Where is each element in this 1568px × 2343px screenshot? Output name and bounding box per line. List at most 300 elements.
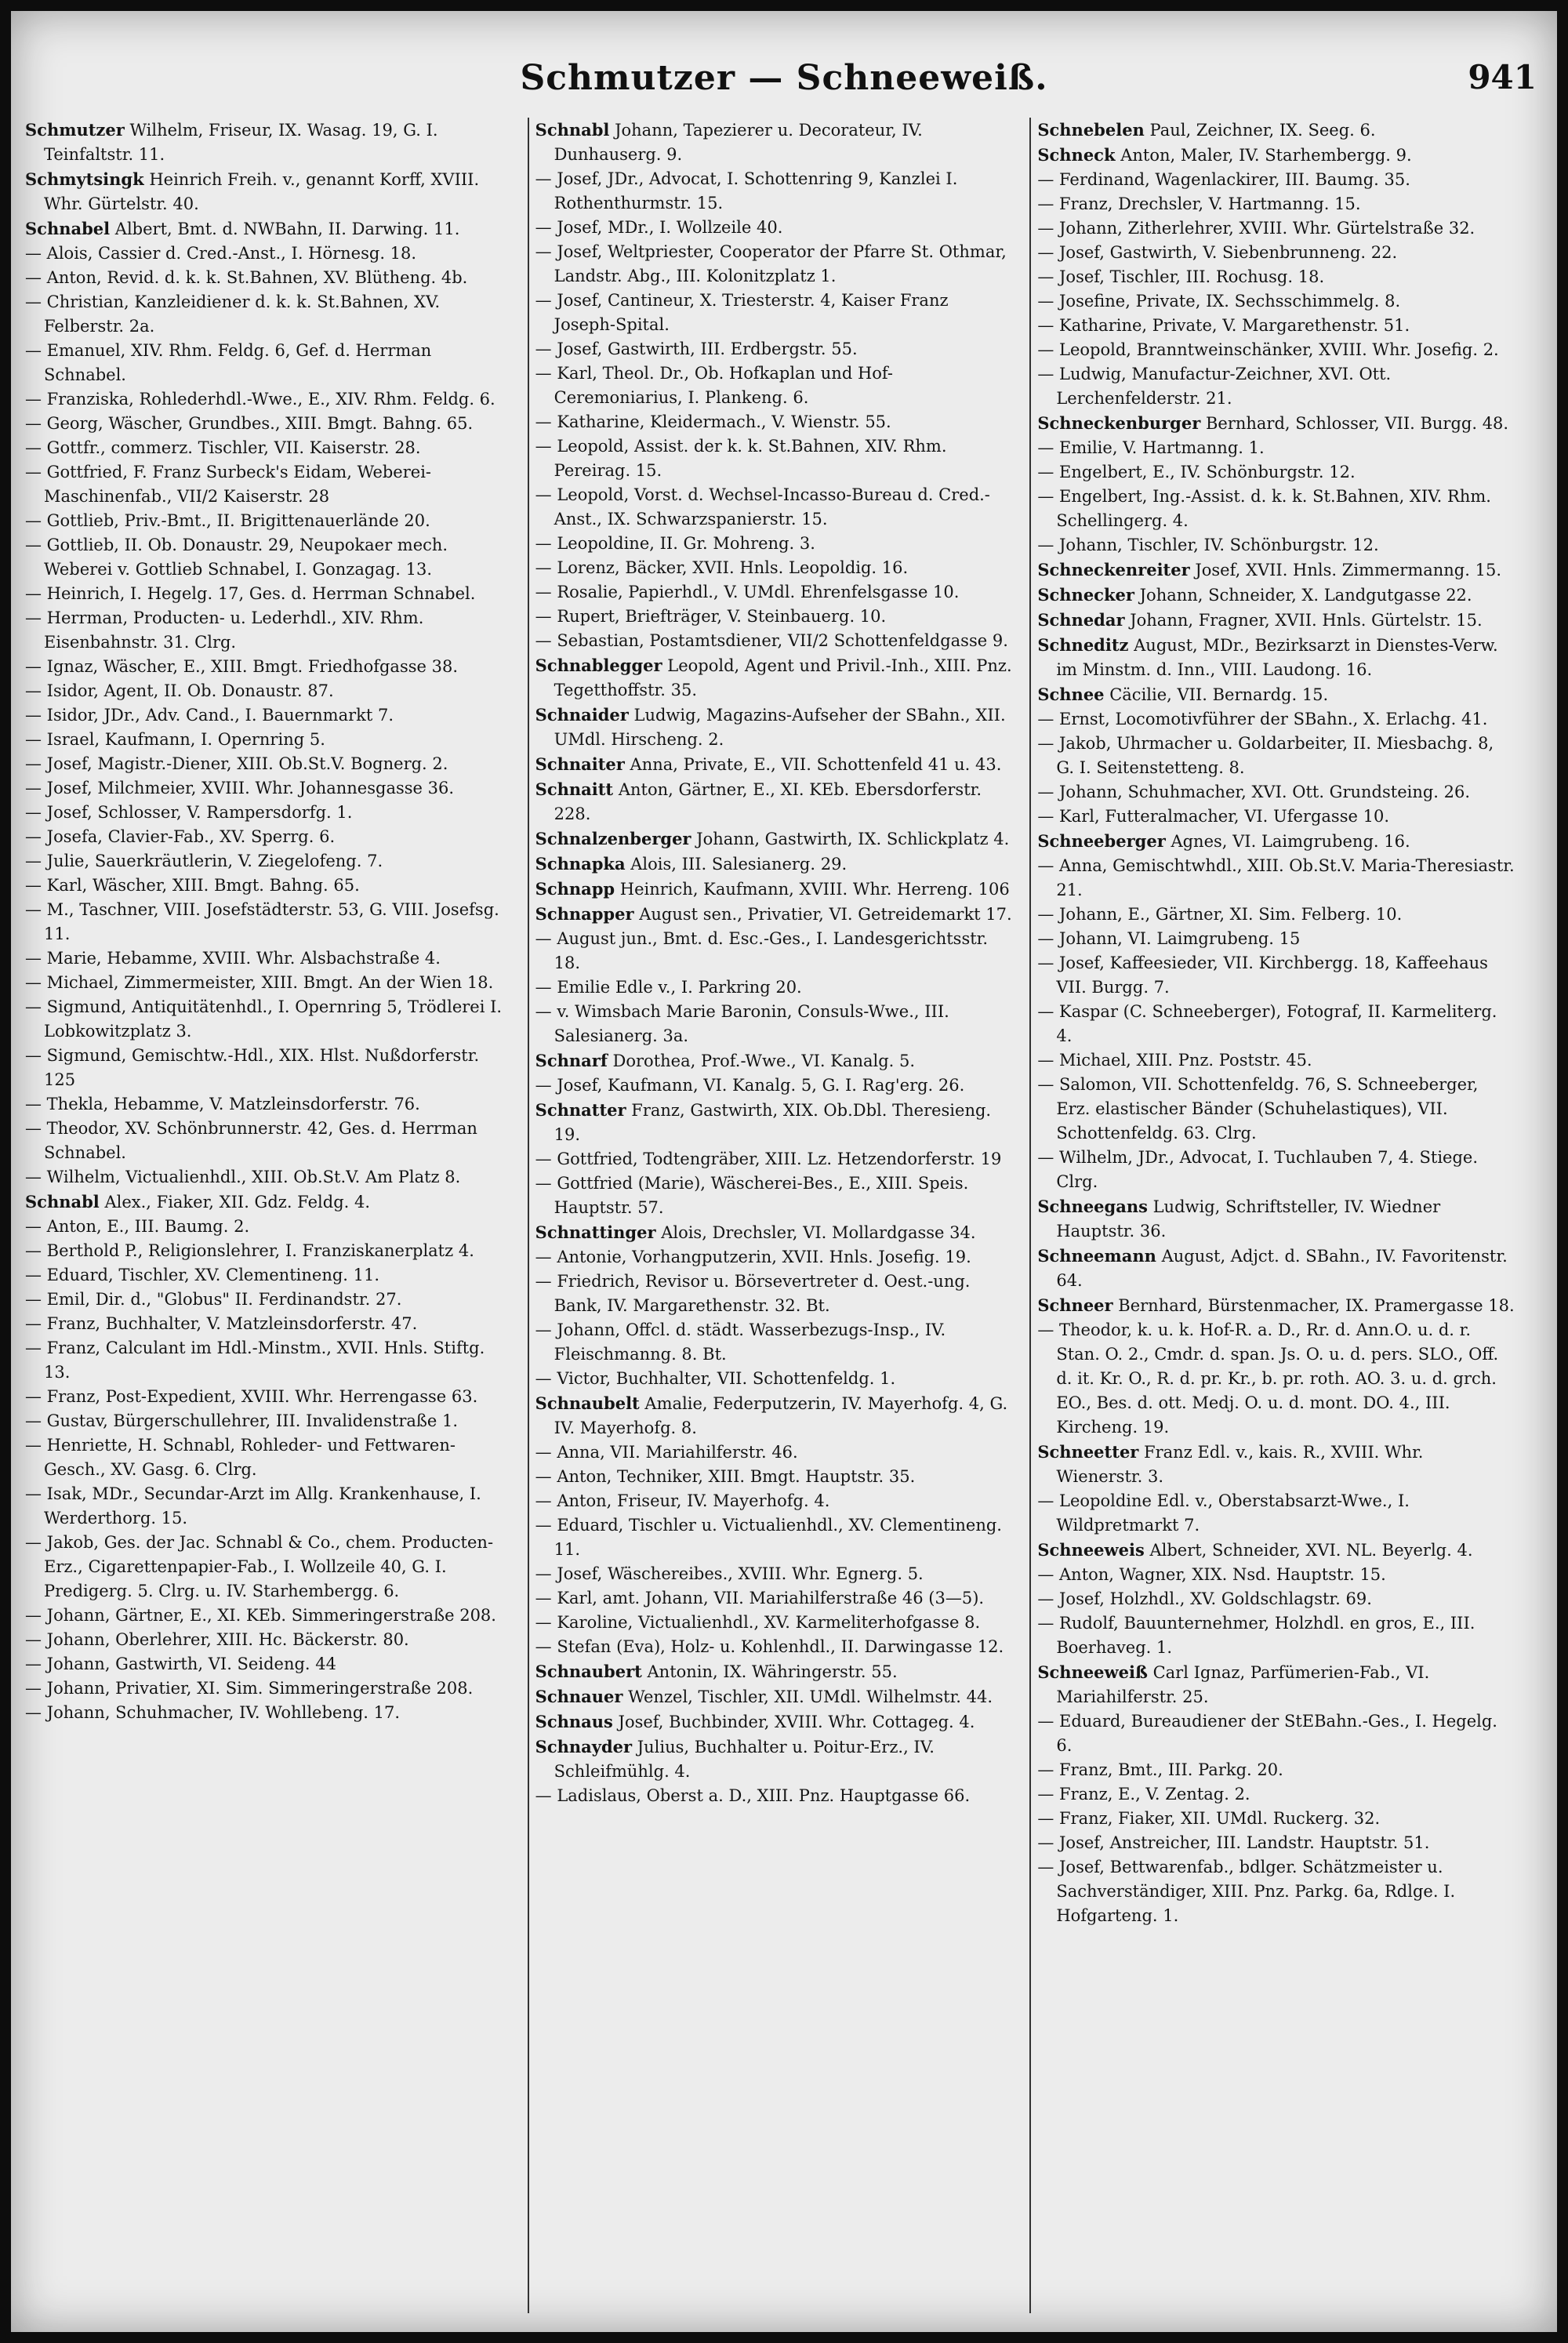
- directory-entry: [1037, 1146, 1515, 1194]
- entry-text: — Johann, Gärtner, E., XI. KEb. Simmeringerstraße 208.: [25, 1606, 496, 1625]
- directory-entry: [25, 1701, 510, 1725]
- entry-text: — Anna, Gemischtwhdl., XIII. Ob.St.V. Maria-Theresiastr. 21.: [1037, 856, 1515, 899]
- entry-text: — Leopoldine, II. Gr. Mohreng. 3.: [535, 534, 815, 553]
- directory-page: [11, 11, 1557, 2332]
- entry-text: — August jun., Bmt. d. Esc.-Ges., I. Landesgerichtsstr. 18.: [535, 929, 989, 972]
- entry-text: — Jakob, Ges. der Jac. Schnabl & Co., chem. Producten-Erz., Cigarettenpapier-Fab., I. Wollzeile 40, G. I. Predigerg. 5. Clrg. u. IV. Starhembergg. 6.: [25, 1533, 494, 1600]
- entry-text: Anton, Gärtner, E., XI. KEb. Ebersdorferstr. 228.: [554, 780, 982, 823]
- directory-entry: [25, 460, 510, 509]
- directory-entry: [535, 975, 1013, 1000]
- directory-entry: [535, 361, 1013, 410]
- entry-text: — Ludwig, Manufactur-Zeichner, XVI. Ott. Lerchenfelderstr. 21.: [1037, 365, 1392, 408]
- directory-entry: [25, 290, 510, 339]
- entry-text: — Eduard, Bureaudiener der StEBahn.-Ges., I. Hegelg. 6.: [1037, 1712, 1497, 1755]
- directory-entry: [25, 167, 510, 216]
- directory-entry: [25, 1385, 510, 1409]
- directory-entry: [1037, 1563, 1515, 1587]
- entry-text: — Julie, Sauerkräutlerin, V. Ziegelofeng. 7.: [25, 852, 383, 870]
- entry-text: — Anton, Friseur, IV. Mayerhofg. 4.: [535, 1491, 830, 1510]
- entry-text: — Johann, Offcl. d. städt. Wasserbezugs-Insp., IV. Fleischmanng. 8. Bt.: [535, 1320, 946, 1364]
- entry-surname: Schneeweis: [1037, 1540, 1145, 1560]
- entry-text: Carl Ignaz, Parfümerien-Fab., VI. Mariahilferstr. 25.: [1056, 1663, 1430, 1706]
- entry-surname: Schnattinger: [535, 1222, 656, 1242]
- directory-entry: [1037, 1000, 1515, 1048]
- entry-surname: Schnee: [1037, 685, 1105, 704]
- entry-text: — Alois, Cassier d. Cred.-Anst., I. Hörnesg. 18.: [25, 244, 417, 263]
- directory-entry: [535, 1635, 1013, 1659]
- entry-text: Albert, Bmt. d. NWBahn, II. Darwing. 11.: [110, 220, 460, 238]
- entry-text: — Sebastian, Postamtsdiener, VII/2 Schottenfeldgasse 9.: [535, 631, 1008, 650]
- directory-entry: [535, 1586, 1013, 1611]
- directory-entry: [1037, 1293, 1515, 1318]
- entry-text: — Johann, VI. Laimgrubeng. 15: [1037, 929, 1301, 948]
- directory-entry: [535, 216, 1013, 240]
- directory-entry: [1037, 903, 1515, 927]
- entry-text: — Israel, Kaufmann, I. Opernring 5.: [25, 730, 325, 749]
- directory-entry: [25, 655, 510, 679]
- entry-text: — Josef, Gastwirth, V. Siebenbrunneng. 22.: [1037, 243, 1398, 262]
- directory-entry: [535, 1465, 1013, 1489]
- directory-entry: [535, 605, 1013, 629]
- directory-entry: [1037, 1782, 1515, 1807]
- directory-entry: [25, 118, 510, 167]
- directory-entry: [535, 1367, 1013, 1391]
- directory-entry: [535, 653, 1013, 703]
- entry-surname: Schnabl: [535, 120, 610, 140]
- entry-text: — Wilhelm, Victualienhdl., XIII. Ob.St.V. Am Platz 8.: [25, 1168, 461, 1186]
- entry-surname: Schneditz: [1037, 635, 1129, 655]
- directory-entry: [1037, 854, 1515, 903]
- directory-entry: [25, 412, 510, 436]
- directory-entry: [535, 337, 1013, 361]
- entry-text: — Engelbert, E., IV. Schönburgstr. 12.: [1037, 463, 1356, 481]
- entry-text: — Anna, VII. Mariahilferstr. 46.: [535, 1443, 798, 1462]
- entry-text: — Georg, Wäscher, Grundbes., XIII. Bmgt. Bahng. 65.: [25, 414, 474, 433]
- entry-surname: Schneemann: [1037, 1246, 1156, 1266]
- directory-entry: [535, 777, 1013, 826]
- directory-entry: [1037, 1587, 1515, 1611]
- entry-text: — Karl, amt. Johann, VII. Mariahilferstraße 46 (3—5).: [535, 1589, 985, 1607]
- entry-text: — Heinrich, I. Hegelg. 17, Ges. d. Herrman Schnabel.: [25, 584, 476, 603]
- entry-text: — Theodor, k. u. k. Hof-R. a. D., Rr. d. Ann.O. u. d. r. Stan. O. 2., Cmdr. d. span. Js. O. u. d. pers. SLO., Off. d. it. Kr. O., R. d. pr. Kr., b. pr. roth. AO. 3. u. d. grch. EO., Bes. d. ott. Medj. O. u. d. mont. DO. 4., III. Kircheng. 19.: [1037, 1320, 1499, 1437]
- entry-text: Cäcilie, VII. Bernardg. 15.: [1104, 685, 1329, 704]
- directory-entry: [1037, 533, 1515, 558]
- entry-text: — Engelbert, Ing.-Assist. d. k. k. St.Bahnen, XIV. Rhm. Schellingerg. 4.: [1037, 487, 1491, 530]
- entry-text: — Gottlieb, II. Ob. Donaustr. 29, Neupokaer mech. Weberei v. Gottlieb Schnabel, I. Gonzagag. 13.: [25, 536, 448, 579]
- entry-text: — Johann, Zitherlehrer, XVIII. Whr. Gürtelstraße 32.: [1037, 219, 1475, 238]
- directory-entry: [25, 266, 510, 290]
- directory-entry: [1037, 485, 1515, 533]
- directory-entry: [25, 849, 510, 874]
- entry-text: — Franz, E., V. Zentag. 2.: [1037, 1785, 1250, 1804]
- entry-text: — Stefan (Eva), Holz- u. Kohlenhdl., II. Darwingasse 12.: [535, 1637, 1004, 1656]
- entry-text: Dorothea, Prof.-Wwe., VI. Kanalg. 5.: [607, 1052, 916, 1070]
- directory-entry: [535, 902, 1013, 927]
- entry-text: — Sigmund, Gemischtw.-Hdl., XIX. Hlst. Nußdorferstr. 125: [25, 1046, 480, 1089]
- entry-text: — M., Taschner, VIII. Josefstädterstr. 53, G. VIII. Josefsg. 11.: [25, 900, 499, 943]
- directory-entry: [25, 1312, 510, 1336]
- entry-text: Anton, Maler, IV. Starhembergg. 9.: [1115, 146, 1412, 165]
- entry-text: Paul, Zeichner, IX. Seeg. 6.: [1144, 121, 1376, 140]
- directory-entry: [1037, 216, 1515, 241]
- entry-text: Johann, Gastwirth, IX. Schlickplatz 4.: [691, 830, 1010, 848]
- directory-entry: [25, 1652, 510, 1676]
- entry-text: — Ladislaus, Oberst a. D., XIII. Pnz. Hauptgasse 66.: [535, 1786, 971, 1805]
- entry-text: — Katharine, Private, V. Margarethenstr. 51.: [1037, 316, 1410, 335]
- directory-entry: [535, 1000, 1013, 1048]
- entry-text: — Jakob, Uhrmacher u. Goldarbeiter, II. Miesbachg. 8, G. I. Seitenstetteng. 8.: [1037, 734, 1494, 777]
- entry-text: Anna, Private, E., VII. Schottenfeld 41 u. 43.: [624, 755, 1002, 774]
- directory-entry: [1037, 192, 1515, 216]
- entry-text: — Johann, Schuhmacher, IV. Wohllebeng. 17.: [25, 1703, 401, 1722]
- entry-text: — Anton, Revid. d. k. k. St.Bahnen, XV. Blütheng. 4b.: [25, 268, 468, 287]
- directory-entry: [535, 1489, 1013, 1513]
- entry-text: — Rosalie, Papierhdl., V. UMdl. Ehrenfelsgasse 10.: [535, 583, 960, 601]
- entry-text: — Gottlieb, Priv.-Bmt., II. Brigittenauerlände 20.: [25, 511, 430, 530]
- directory-entry: [25, 1482, 510, 1531]
- entry-text: — Theodor, XV. Schönbrunnerstr. 42, Ges. d. Herrman Schnabel.: [25, 1119, 477, 1162]
- entry-text: — Henriette, H. Schnabl, Rohleder- und Fettwaren-Gesch., XV. Gasg. 6. Clrg.: [25, 1436, 456, 1479]
- entry-text: Franz Edl. v., kais. R., XVIII. Whr. Wienerstr. 3.: [1056, 1443, 1424, 1486]
- entry-text: — Isak, MDr., Secundar-Arzt im Allg. Krankenhause, I. Werderthorg. 15.: [25, 1484, 481, 1527]
- directory-entry: [535, 1220, 1013, 1245]
- entry-text: Alois, III. Salesianerg. 29.: [625, 855, 848, 874]
- directory-entry: [25, 436, 510, 460]
- entry-text: Alex., Fiaker, XII. Gdz. Feldg. 4.: [99, 1193, 371, 1211]
- directory-entry: [535, 434, 1013, 483]
- page-number: 941: [1468, 58, 1537, 96]
- entry-text: — Franz, Fiaker, XII. UMdl. Ruckerg. 32.: [1037, 1809, 1381, 1828]
- entry-text: — Johann, Schuhmacher, XVI. Ott. Grundsteing. 26.: [1037, 783, 1471, 801]
- directory-entry: [535, 556, 1013, 580]
- entry-text: — Victor, Buchhalter, VII. Schottenfeldg. 1.: [535, 1369, 896, 1388]
- entry-surname: Schneckenburger: [1037, 413, 1201, 433]
- entry-text: — Karl, Wäscher, XIII. Bmgt. Bahng. 65.: [25, 876, 360, 895]
- entry-surname: Schmutzer: [25, 120, 125, 140]
- entry-surname: Schnaus: [535, 1712, 613, 1731]
- directory-entry: [25, 679, 510, 703]
- directory-entry: [25, 825, 510, 849]
- entry-text: Johann, Schneider, X. Landgutgasse 22.: [1134, 586, 1472, 605]
- directory-entry: [1037, 1489, 1515, 1538]
- directory-entry: [535, 1784, 1013, 1808]
- directory-entry: [535, 752, 1013, 777]
- directory-entry: [535, 1562, 1013, 1586]
- directory-entry: [535, 852, 1013, 877]
- entry-text: Ludwig, Magazins-Aufseher der SBahn., XII. UMdl. Hirscheng. 2.: [554, 706, 1006, 749]
- entry-text: — Wilhelm, JDr., Advocat, I. Tuchlauben 7, 4. Stiege. Clrg.: [1037, 1148, 1479, 1191]
- directory-entry: [535, 483, 1013, 532]
- entry-text: — Emil, Dir. d., "Globus" II. Ferdinandstr. 27.: [25, 1290, 402, 1309]
- entry-surname: Schnablegger: [535, 656, 662, 675]
- directory-entry: [1037, 707, 1515, 732]
- directory-entry: [535, 1684, 1013, 1709]
- entry-text: — Josefa, Clavier-Fab., XV. Sperrg. 6.: [25, 827, 336, 846]
- directory-entry: [535, 1098, 1013, 1147]
- entry-text: — Rudolf, Bauunternehmer, Holzhdl. en gros, E., III. Boerhaveg. 1.: [1037, 1614, 1475, 1657]
- entry-text: — Johann, E., Gärtner, XI. Sim. Felberg. 10.: [1037, 905, 1403, 924]
- directory-entry: [1037, 338, 1515, 362]
- directory-entry: [1037, 780, 1515, 805]
- entry-text: — Christian, Kanzleidiener d. k. k. St.Bahnen, XV. Felberstr. 2a.: [25, 292, 441, 336]
- directory-entry: [535, 1245, 1013, 1270]
- entry-text: Bernhard, Bürstenmacher, IX. Pramergasse 18.: [1112, 1296, 1515, 1315]
- entry-text: Bernhard, Schlosser, VII. Burgg. 48.: [1200, 414, 1509, 433]
- columns-container: [25, 118, 1515, 2313]
- directory-entry: [1037, 411, 1515, 436]
- entry-text: — Franz, Buchhalter, V. Matzleinsdorferstr. 47.: [25, 1314, 418, 1333]
- entry-text: — Leopold, Branntweinschänker, XVIII. Whr. Josefig. 2.: [1037, 340, 1499, 359]
- directory-entry: [535, 1659, 1013, 1684]
- directory-entry: [1037, 1709, 1515, 1758]
- directory-entry: [1037, 436, 1515, 460]
- entry-text: — Leopold, Vorst. d. Wechsel-Incasso-Bureau d. Cred.-Anst., IX. Schwarzspanierstr. 15.: [535, 485, 990, 529]
- entry-text: — Josef, JDr., Advocat, I. Schottenring 9, Kanzlei I. Rothenthurmstr. 15.: [535, 169, 958, 213]
- directory-entry: [25, 1092, 510, 1117]
- directory-entry: [25, 898, 510, 946]
- entry-text: — Franz, Drechsler, V. Hartmanng. 15.: [1037, 194, 1361, 213]
- entry-text: — Ferdinand, Wagenlackirer, III. Baumg. 35.: [1037, 170, 1410, 189]
- directory-entry: [25, 216, 510, 242]
- entry-text: — Karl, Theol. Dr., Ob. Hofkaplan und Hof-Ceremoniarius, I. Plankeng. 6.: [535, 364, 894, 407]
- directory-entry: [25, 1239, 510, 1263]
- entry-surname: Schnatter: [535, 1100, 626, 1120]
- entry-surname: Schnecker: [1037, 585, 1134, 605]
- directory-entry: [535, 1391, 1013, 1440]
- entry-text: — Josefine, Private, IX. Sechsschimmelg. 8.: [1037, 292, 1401, 311]
- entry-text: — Josef, Milchmeier, XVIII. Whr. Johannesgasse 36.: [25, 779, 455, 797]
- entry-text: — Josef, Kaffeesieder, VII. Kirchbergg. 18, Kaffeehaus VII. Burgg. 7.: [1037, 954, 1488, 997]
- entry-surname: Schnaider: [535, 705, 629, 725]
- entry-text: Franz, Gastwirth, XIX. Ob.Dbl. Theresieng. 19.: [554, 1101, 992, 1144]
- entry-text: — Thekla, Hebamme, V. Matzleinsdorferstr. 76.: [25, 1095, 420, 1113]
- directory-entry: [25, 582, 510, 606]
- directory-entry: [1037, 1758, 1515, 1782]
- column-3: [1029, 118, 1515, 2313]
- entry-surname: Schneegans: [1037, 1197, 1148, 1216]
- directory-entry: [535, 167, 1013, 216]
- directory-entry: [1037, 829, 1515, 854]
- directory-entry: [535, 703, 1013, 752]
- entry-text: Antonin, IX. Währingerstr. 55.: [641, 1662, 898, 1681]
- entry-text: — Josef, Bettwarenfab., bdlger. Schätzmeister u. Sachverständiger, XIII. Pnz. Parkg. 6a, Rdlge. I. Hofgarteng. 1.: [1037, 1858, 1456, 1925]
- directory-entry: [535, 1709, 1013, 1735]
- directory-entry: [25, 703, 510, 728]
- entry-text: Julius, Buchhalter u. Poitur-Erz., IV. Schleifmühlg. 4.: [554, 1738, 935, 1781]
- entry-text: — Kaspar (C. Schneeberger), Fotograf, II. Karmeliterg. 4.: [1037, 1002, 1497, 1045]
- directory-entry: [25, 971, 510, 995]
- directory-entry: [1037, 732, 1515, 780]
- directory-entry: [25, 1215, 510, 1239]
- directory-entry: [25, 533, 510, 582]
- directory-entry: [1037, 1855, 1515, 1928]
- entry-text: Johann, Fragner, XVII. Hnls. Gürtelstr. 15.: [1124, 611, 1483, 630]
- directory-entry: [25, 1263, 510, 1288]
- entry-text: Alois, Drechsler, VI. Mollardgasse 34.: [655, 1223, 976, 1242]
- entry-text: — Gottfried, Todtengräber, XIII. Lz. Hetzendorferstr. 19: [535, 1150, 1002, 1168]
- directory-entry: [25, 1044, 510, 1092]
- directory-entry: [25, 1336, 510, 1385]
- entry-text: — Isidor, Agent, II. Ob. Donaustr. 87.: [25, 681, 334, 700]
- entry-text: — Sigmund, Antiquitätenhdl., I. Opernring 5, Trödlerei I. Lobkowitzplatz 3.: [25, 997, 503, 1041]
- directory-entry: [25, 339, 510, 387]
- directory-entry: [25, 1433, 510, 1482]
- entry-surname: Schnebelen: [1037, 120, 1145, 140]
- entry-surname: Schneetter: [1037, 1442, 1139, 1462]
- entry-text: — Gustav, Bürgerschullehrer, III. Invalidenstraße 1.: [25, 1411, 459, 1430]
- entry-text: — Friedrich, Revisor u. Börsevertreter d. Oest.-ung. Bank, IV. Margarethenstr. 32. Bt.: [535, 1272, 971, 1315]
- entry-surname: Schnaiter: [535, 754, 625, 774]
- directory-entry: [1037, 805, 1515, 829]
- entry-text: — Anton, Wagner, XIX. Nsd. Hauptstr. 15.: [1037, 1565, 1386, 1584]
- entry-text: — Leopoldine Edl. v., Oberstabsarzt-Wwe., I. Wildpretmarkt 7.: [1037, 1491, 1410, 1535]
- entry-surname: Schmytsingk: [25, 169, 144, 189]
- entry-text: — Josef, Cantineur, X. Triesterstr. 4, Kaiser Franz Joseph-Spital.: [535, 291, 949, 334]
- directory-entry: [535, 927, 1013, 975]
- entry-text: — Berthold P., Religionslehrer, I. Franziskanerplatz 4.: [25, 1241, 474, 1260]
- directory-entry: [535, 1073, 1013, 1098]
- directory-entry: [1037, 1440, 1515, 1489]
- entry-text: — v. Wimsbach Marie Baronin, Consuls-Wwe., III. Salesianerg. 3a.: [535, 1002, 949, 1045]
- entry-surname: Schnalzenberger: [535, 829, 691, 848]
- directory-entry: [1037, 460, 1515, 485]
- entry-text: — Franz, Bmt., III. Parkg. 20.: [1037, 1760, 1283, 1779]
- entry-text: — Josef, Holzhdl., XV. Goldschlagstr. 69.: [1037, 1589, 1372, 1608]
- entry-text: — Rupert, Briefträger, V. Steinbauerg. 10.: [535, 607, 887, 626]
- entry-text: Ludwig, Schriftsteller, IV. Wiedner Hauptstr. 36.: [1056, 1197, 1441, 1241]
- directory-entry: [25, 1604, 510, 1628]
- entry-text: — Josef, Anstreicher, III. Landstr. Hauptstr. 51.: [1037, 1833, 1430, 1852]
- entry-text: Leopold, Agent und Privil.-Inh., XIII. Pnz. Tegetthoffstr. 35.: [554, 656, 1012, 699]
- directory-entry: [535, 1147, 1013, 1172]
- directory-entry: [535, 1440, 1013, 1465]
- entry-surname: Schnabel: [25, 219, 111, 238]
- directory-entry: [25, 874, 510, 898]
- directory-entry: [1037, 1244, 1515, 1293]
- entry-surname: Schnapper: [535, 904, 634, 924]
- directory-entry: [535, 289, 1013, 337]
- entry-text: — Eduard, Tischler, XV. Clementineng. 11.: [25, 1266, 380, 1284]
- column-2: [528, 118, 1013, 2313]
- entry-text: — Josef, Weltpriester, Cooperator der Pfarre St. Othmar, Landstr. Abg., III. Kolonitzplatz 1.: [535, 242, 1007, 285]
- entry-text: — Josef, Gastwirth, III. Erdbergstr. 55.: [535, 340, 858, 358]
- entry-text: Heinrich Freih. v., genannt Korff, XVIII. Whr. Gürtelstr. 40.: [44, 170, 480, 213]
- directory-entry: [1037, 1318, 1515, 1440]
- entry-surname: Schnapp: [535, 879, 615, 899]
- entry-surname: Schneeweiß: [1037, 1662, 1148, 1682]
- entry-text: August sen., Privatier, VI. Getreidemarkt 17.: [633, 905, 1012, 924]
- entry-text: — Lorenz, Bäcker, XVII. Hnls. Leopoldig. 16.: [535, 558, 909, 577]
- directory-entry: [1037, 1073, 1515, 1146]
- entry-text: — Anton, Techniker, XIII. Bmgt. Hauptstr. 35.: [535, 1467, 916, 1486]
- entry-text: — Ernst, Locomotivführer der SBahn., X. Erlachg. 41.: [1037, 710, 1488, 728]
- directory-entry: [535, 240, 1013, 289]
- directory-entry: [535, 1318, 1013, 1367]
- entry-text: — Josef, Schlosser, V. Rampersdorfg. 1.: [25, 803, 353, 822]
- directory-entry: [1037, 314, 1515, 338]
- entry-text: — Johann, Gastwirth, VI. Seideng. 44: [25, 1655, 336, 1673]
- entry-surname: Schnapka: [535, 854, 626, 874]
- directory-entry: [25, 1117, 510, 1165]
- entry-text: — Marie, Hebamme, XVIII. Whr. Alsbachstraße 4.: [25, 949, 441, 968]
- entry-text: — Isidor, JDr., Adv. Cand., I. Bauernmarkt 7.: [25, 706, 394, 725]
- entry-text: — Emilie, V. Hartmanng. 1.: [1037, 438, 1265, 457]
- directory-entry: [25, 752, 510, 776]
- entry-text: — Franz, Calculant im Hdl.-Minstm., XVII. Hnls. Stiftg. 13.: [25, 1339, 485, 1382]
- entry-text: August, Adjct. d. SBahn., IV. Favoritenstr. 64.: [1056, 1247, 1508, 1290]
- directory-entry: [535, 1513, 1013, 1562]
- entry-text: — Anton, E., III. Baumg. 2.: [25, 1217, 250, 1236]
- entry-text: — Franz, Post-Expedient, XVIII. Whr. Herrengasse 63.: [25, 1387, 478, 1406]
- entry-text: — Gottfr., commerz. Tischler, VII. Kaiserstr. 28.: [25, 438, 421, 457]
- entry-surname: Schnaubelt: [535, 1393, 640, 1413]
- entry-text: Albert, Schneider, XVI. NL. Beyerlg. 4.: [1144, 1541, 1473, 1560]
- entry-text: — Salomon, VII. Schottenfeldg. 76, S. Schneeberger, Erz. elastischer Bänder (Schuhelastiques), VII. Schottenfeldg. 63. Clrg.: [1037, 1075, 1479, 1142]
- entry-surname: Schneeberger: [1037, 831, 1166, 851]
- entry-surname: Schnaubert: [535, 1662, 642, 1681]
- entry-text: — Karoline, Victualienhdl., XV. Karmeliterhofgasse 8.: [535, 1613, 981, 1632]
- entry-text: — Katharine, Kleidermach., V. Wienstr. 55.: [535, 412, 891, 431]
- entry-surname: Schneckenreiter: [1037, 560, 1190, 579]
- directory-entry: [1037, 1194, 1515, 1244]
- directory-entry: [535, 410, 1013, 434]
- entry-text: — Michael, XIII. Pnz. Poststr. 45.: [1037, 1051, 1312, 1070]
- entry-text: — Herrman, Producten- u. Lederhdl., XIV. Rhm. Eisenbahnstr. 31. Clrg.: [25, 608, 424, 652]
- directory-entry: [535, 1048, 1013, 1073]
- directory-entry: [1037, 1538, 1515, 1563]
- directory-entry: [1037, 558, 1515, 583]
- directory-entry: [1037, 682, 1515, 707]
- directory-entry: [1037, 1048, 1515, 1073]
- entry-text: — Josef, Tischler, III. Rochusg. 18.: [1037, 267, 1325, 286]
- entry-text: — Leopold, Assist. der k. k. St.Bahnen, XIV. Rhm. Pereirag. 15.: [535, 437, 947, 480]
- directory-entry: [1037, 265, 1515, 289]
- entry-text: — Emilie Edle v., I. Parkring 20.: [535, 978, 802, 997]
- entry-text: Josef, Buchbinder, XVIII. Whr. Cottageg. 4.: [612, 1713, 975, 1731]
- directory-entry: [1037, 143, 1515, 168]
- directory-entry: [535, 118, 1013, 167]
- entry-surname: Schnedar: [1037, 610, 1125, 630]
- entry-text: Wenzel, Tischler, XII. UMdl. Wilhelmstr. 44.: [622, 1687, 993, 1706]
- directory-entry: [25, 1409, 510, 1433]
- entry-surname: Schnayder: [535, 1737, 633, 1756]
- entry-text: — Gottfried (Marie), Wäscherei-Bes., E., XIII. Speis. Hauptstr. 57.: [535, 1174, 969, 1217]
- entry-text: — Franziska, Rohlederhdl.-Wwe., E., XIV. Rhm. Feldg. 6.: [25, 390, 495, 409]
- entry-text: — Johann, Privatier, XI. Sim. Simmeringerstraße 208.: [25, 1679, 474, 1698]
- directory-entry: [25, 776, 510, 801]
- directory-entry: [535, 580, 1013, 605]
- entry-text: — Antonie, Vorhangputzerin, XVII. Hnls. Josefig. 19.: [535, 1248, 971, 1266]
- column-1: [25, 118, 510, 2313]
- entry-text: — Michael, Zimmermeister, XIII. Bmgt. An der Wien 18.: [25, 973, 494, 992]
- directory-entry: [1037, 241, 1515, 265]
- entry-text: Agnes, VI. Laimgrubeng. 16.: [1165, 832, 1410, 851]
- directory-entry: [25, 606, 510, 655]
- entry-text: — Eduard, Tischler u. Victualienhdl., XV. Clementineng. 11.: [535, 1516, 1002, 1559]
- directory-entry: [25, 946, 510, 971]
- entry-text: — Johann, Tischler, IV. Schönburgstr. 12.: [1037, 536, 1379, 554]
- directory-entry: [535, 877, 1013, 902]
- directory-entry: [535, 1611, 1013, 1635]
- directory-entry: [1037, 362, 1515, 411]
- directory-entry: [1037, 1660, 1515, 1709]
- directory-entry: [25, 1165, 510, 1190]
- entry-text: — Johann, Oberlehrer, XIII. Hc. Bäckerstr. 80.: [25, 1630, 409, 1649]
- entry-text: — Josef, Magistr.-Diener, XIII. Ob.St.V. Bognerg. 2.: [25, 754, 448, 773]
- entry-text: Wilhelm, Friseur, IX. Wasag. 19, G. I. Teinfaltstr. 11.: [44, 121, 438, 164]
- entry-text: Heinrich, Kaufmann, XVIII. Whr. Herreng. 106: [615, 880, 1010, 899]
- entry-surname: Schneck: [1037, 145, 1116, 165]
